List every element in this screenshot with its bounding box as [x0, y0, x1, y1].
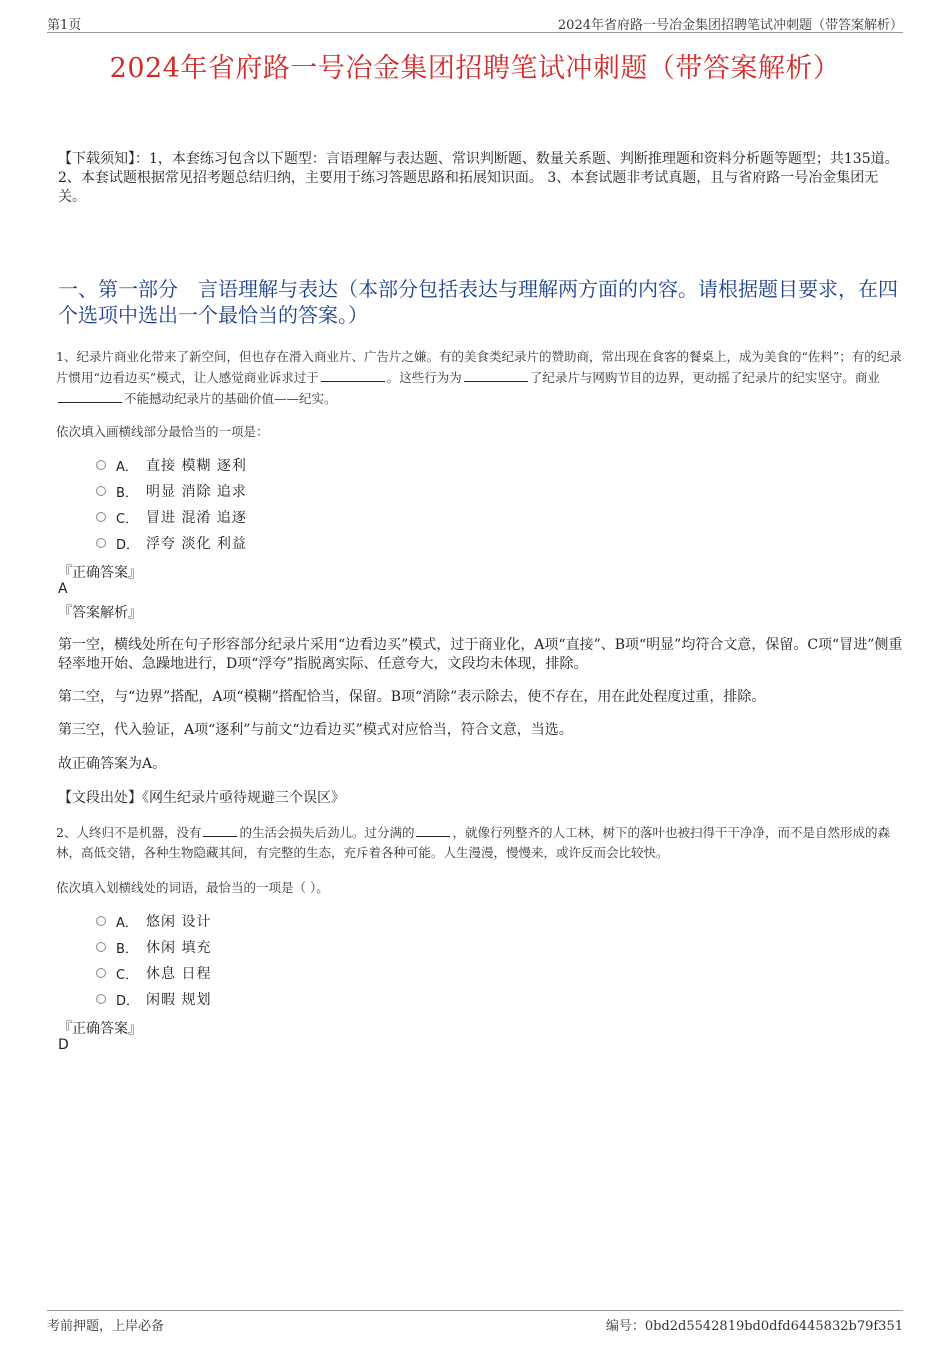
analysis-label: 『答案解析』 — [58, 605, 142, 621]
radio-icon[interactable] — [96, 512, 106, 522]
option-a[interactable]: A． 直接 模糊 逐利 — [96, 452, 247, 478]
radio-icon[interactable] — [96, 994, 106, 1004]
radio-icon[interactable] — [96, 968, 106, 978]
blank — [321, 367, 385, 382]
analysis-conclusion: 故正确答案为A。 — [58, 756, 167, 772]
blank — [203, 822, 237, 837]
option-a[interactable]: A． 悠闲 设计 — [96, 908, 211, 934]
option-b[interactable]: B． 休闲 填充 — [96, 934, 211, 960]
radio-icon[interactable] — [96, 460, 106, 470]
download-notice: 【下载须知】：1，本套练习包含以下题型：言语理解与表达题、常识判断题、数量关系题、判断推理题和资料分析题等题型；共135道。 2、本套试题根据常见招考题总结归纳，主要用于练习答题思路和拓展知识面。 3、本套试题非考试真题，且与省府路一号冶金集团无关。 — [58, 151, 899, 205]
analysis-paragraph: 第一空，横线处所在句子形容部分纪录片采用“边看边买”模式，过于商业化，A项“直接”、B项“明显”均符合文意，保留。C项“冒进”侧重轻率地开始、急躁地进行，D项“浮夸”指脱离实际、任意夸大，文段均未体现，排除。 — [58, 637, 903, 672]
question-1-stem: 1、纪录片商业化带来了新空间，但也存在滑入商业片、广告片之嫌。有的美食类纪录片的赞助商，常出现在食客的餐桌上，成为美食的“佐料”；有的纪录片惯用“边看边买”模式，让人感觉商业诉求过于 。这些行为为 了纪录片与网购节目的边界，更动摇了纪录片的纪实坚守。商业不能撼动纪录片的基础价值——纪实。 — [56, 349, 902, 406]
option-b[interactable]: B． 明显 消除 追求 — [96, 478, 247, 504]
document-title: 2024年省府路一号冶金集团招聘笔试冲刺题（带答案解析） — [109, 53, 841, 84]
question-2-instruction: 依次填入划横线处的词语，最恰当的一项是（ ）。 — [56, 880, 329, 895]
page-number: 第1页 — [47, 18, 82, 33]
footer-serial: 编号：0bd2d5542819bd0dfd6445832b79f351 — [605, 1319, 903, 1334]
blank — [464, 367, 528, 382]
radio-icon[interactable] — [96, 916, 106, 926]
question-1-instruction: 依次填入画横线部分最恰当的一项是： — [56, 424, 269, 439]
radio-icon[interactable] — [96, 538, 106, 548]
analysis-paragraph: 第二空，与“边界”搭配，A项“模糊”搭配恰当，保留。B项“消除”表示除去，使不存在，用在此处程度过重，排除。 — [58, 689, 766, 705]
option-d[interactable]: D． 闲暇 规划 — [96, 986, 211, 1012]
page-footer — [47, 1310, 903, 1333]
option-d[interactable]: D． 浮夸 淡化 利益 — [96, 530, 247, 556]
answer-label: 『正确答案』 — [58, 565, 142, 581]
radio-icon[interactable] — [96, 486, 106, 496]
blank — [58, 388, 122, 403]
radio-icon[interactable] — [96, 942, 106, 952]
page-header — [47, 12, 903, 33]
analysis-paragraph: 第三空，代入验证，A项“逐利”与前文“边看边买”模式对应恰当，符合文意，当选。 — [58, 722, 573, 738]
section-title: 一、第一部分 言语理解与表达（本部分包括表达与理解两方面的内容。请根据题目要求，在四个选项中选出一个最恰当的答案。） — [58, 277, 898, 327]
answer-label: 『正确答案』 — [58, 1021, 142, 1037]
question-2-stem: 2、人终归不是机器，没有 的生活会损失后劲儿。过分满的 ，就像行列整齐的人工林，树下的落叶也被扫得干干净净，而不是自然形成的森林，高低交错，各种生物隐藏其间，有完整的生态，充斥着各种可能。人生漫漫，慢慢来，或许反而会比较快。 — [56, 822, 902, 863]
answer-value: D — [58, 1037, 69, 1053]
question-1-options — [96, 452, 247, 556]
blank — [416, 822, 450, 837]
option-c[interactable]: C． 休息 日程 — [96, 960, 211, 986]
header-doc-title: 2024年省府路一号冶金集团招聘笔试冲刺题（带答案解析） — [557, 18, 903, 33]
question-2-options — [96, 908, 211, 1012]
passage-source: 【文段出处】《网生纪录片亟待规避三个误区》 — [58, 790, 345, 806]
answer-value: A — [58, 581, 68, 597]
option-c[interactable]: C． 冒进 混淆 追逐 — [96, 504, 247, 530]
footer-slogan: 考前押题，上岸必备 — [47, 1319, 165, 1334]
